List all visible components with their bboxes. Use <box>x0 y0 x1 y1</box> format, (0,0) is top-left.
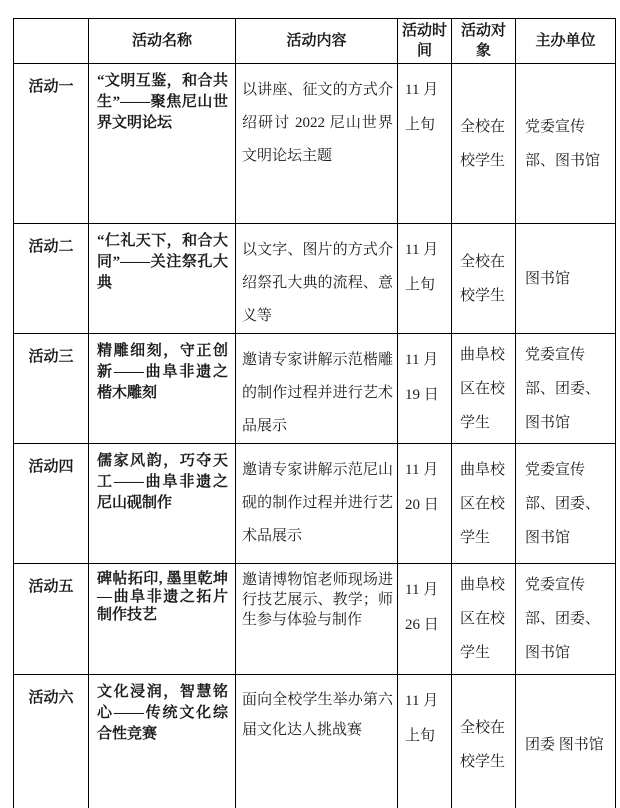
cell-activity-label: 活动五 <box>14 564 89 675</box>
cell-host-unit: 图书馆 <box>516 224 616 334</box>
cell-activity-label: 活动六 <box>14 675 89 808</box>
header-cell-host-unit: 主办单位 <box>516 19 616 64</box>
cell-activity-name: 精雕细刻，守正创新——曲阜非遗之楷木雕刻 <box>89 334 236 444</box>
table-row-activity-3 <box>14 334 616 444</box>
cell-host-unit: 党委宣传部、团委、图书馆 <box>516 334 616 444</box>
cell-activity-label: 活动一 <box>14 64 89 224</box>
cell-host-unit: 党委宣传部、图书馆 <box>516 64 616 224</box>
cell-activity-content: 邀请专家讲解示范尼山砚的制作过程并进行艺术品展示 <box>236 444 398 564</box>
cell-activity-content: 以文字、图片的方式介绍祭孔大典的流程、意义等 <box>236 224 398 334</box>
table-row-activity-4 <box>14 444 616 564</box>
cell-activity-time: 11 月 上旬 <box>398 224 452 334</box>
cell-activity-name: 碑帖拓印, 墨里乾坤—曲阜非遗之拓片制作技艺 <box>89 564 236 675</box>
cell-activity-target: 全校在校学生 <box>452 675 516 808</box>
cell-activity-target: 曲阜校区在校学生 <box>452 334 516 444</box>
table-row-activity-1 <box>14 64 616 224</box>
cell-activity-time: 11 月 19 日 <box>398 334 452 444</box>
cell-activity-time: 11 月 26 日 <box>398 564 452 675</box>
cell-activity-name: “文明互鉴，和合共生”——聚焦尼山世界文明论坛 <box>89 64 236 224</box>
cell-activity-time: 11 月 20 日 <box>398 444 452 564</box>
cell-activity-target: 曲阜校区在校学生 <box>452 444 516 564</box>
cell-activity-name: “仁礼天下，和合大同”——关注祭孔大典 <box>89 224 236 334</box>
header-cell-activity-time: 活动时间 <box>398 19 452 64</box>
cell-activity-content: 邀请博物馆老师现场进行技艺展示、教学；师生参与体验与制作 <box>236 564 398 675</box>
cell-activity-content: 邀请专家讲解示范楷雕的制作过程并进行艺术品展示 <box>236 334 398 444</box>
header-cell-activity-name: 活动名称 <box>89 19 236 64</box>
table-row-activity-5 <box>14 564 616 675</box>
table-row-activity-6 <box>14 675 616 808</box>
header-cell-activity-target: 活动对象 <box>452 19 516 64</box>
table-header-row <box>14 19 616 64</box>
table-row-activity-2 <box>14 224 616 334</box>
cell-activity-content: 以讲座、征文的方式介绍研讨 2022 尼山世界文明论坛主题 <box>236 64 398 224</box>
cell-activity-name: 文化浸润，智慧铭心——传统文化综合性竞赛 <box>89 675 236 808</box>
cell-activity-time: 11 月 上旬 <box>398 675 452 808</box>
cell-host-unit: 党委宣传部、团委、图书馆 <box>516 444 616 564</box>
cell-activity-label: 活动三 <box>14 334 89 444</box>
cell-activity-time: 11 月 上旬 <box>398 64 452 224</box>
cell-activity-name: 儒家风韵，巧夺天工——曲阜非遗之尼山砚制作 <box>89 444 236 564</box>
cell-host-unit: 团委 图书馆 <box>516 675 616 808</box>
cell-activity-target: 全校在校学生 <box>452 224 516 334</box>
cell-activity-label: 活动二 <box>14 224 89 334</box>
activity-table <box>13 18 616 808</box>
cell-activity-label: 活动四 <box>14 444 89 564</box>
cell-activity-content: 面向全校学生举办第六届文化达人挑战赛 <box>236 675 398 808</box>
header-cell-blank <box>14 19 89 64</box>
header-cell-activity-content: 活动内容 <box>236 19 398 64</box>
cell-host-unit: 党委宣传部、团委、图书馆 <box>516 564 616 675</box>
cell-activity-target: 曲阜校区在校学生 <box>452 564 516 675</box>
cell-activity-target: 全校在校学生 <box>452 64 516 224</box>
